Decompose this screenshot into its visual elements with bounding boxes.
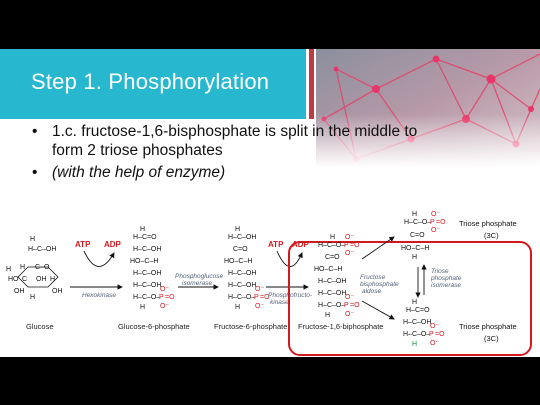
svg-text:P: P (430, 219, 435, 226)
svg-text:=O: =O (350, 302, 360, 309)
svg-text:H–C–OH: H–C–OH (228, 282, 257, 289)
triose-phosphate-lower-carbons: (3C) (484, 334, 499, 343)
svg-text:H: H (412, 254, 418, 261)
svg-text:O⁻: O⁻ (255, 303, 265, 310)
svg-text:P: P (159, 294, 164, 301)
glucose-6-phosphate-structure (130, 226, 175, 311)
svg-text:H–C–OH: H–C–OH (318, 278, 347, 285)
svg-text:H–C=O: H–C=O (133, 234, 157, 241)
svg-text:H–C–OH: H–C–OH (133, 270, 162, 277)
fructose-1-6-biphosphate-structure (314, 234, 360, 319)
svg-text:O⁻: O⁻ (160, 286, 170, 293)
svg-text:H: H (30, 294, 36, 301)
svg-text:C–O: C–O (35, 264, 50, 271)
svg-text:H–C–OH: H–C–OH (133, 246, 162, 253)
bullet-marker: • (32, 123, 38, 140)
svg-text:HO: HO (8, 276, 19, 283)
svg-text:HO–C–H: HO–C–H (130, 258, 159, 265)
svg-text:H–C–O–: H–C–O– (403, 331, 431, 338)
aldolase-label-line2: bisphosphate (360, 281, 399, 288)
split-arrow-upper (362, 237, 394, 259)
aldolase-label-line3: aldose (362, 288, 382, 295)
svg-text:H: H (20, 264, 26, 271)
svg-text:=O: =O (435, 331, 445, 338)
svg-text:H–C–O–: H–C–O– (318, 302, 346, 309)
pfk-label-line1: Phosphofructo- (268, 292, 313, 299)
slide-canvas (0, 49, 540, 357)
svg-text:H: H (140, 304, 146, 311)
svg-text:=O: =O (350, 242, 360, 249)
svg-text:H: H (6, 266, 12, 273)
svg-text:HO–C–H: HO–C–H (401, 245, 430, 252)
svg-text:H–C=O: H–C=O (406, 307, 430, 314)
svg-text:OH: OH (52, 288, 63, 295)
svg-text:O⁻: O⁻ (430, 340, 440, 347)
adp-label: ADP (292, 240, 309, 249)
svg-text:HO–C–H: HO–C–H (224, 258, 253, 265)
svg-text:O⁻: O⁻ (345, 294, 355, 301)
isomerase-label-line2: isomerase (182, 280, 212, 287)
svg-text:H: H (235, 226, 241, 233)
svg-text:P: P (254, 294, 259, 301)
svg-text:C: C (22, 276, 28, 283)
glucose-6-phosphate-label: Glucose-6-phosphate (118, 322, 190, 331)
triose-phosphate-lower-label: Triose phosphate (459, 322, 517, 331)
svg-text:HO–C–H: HO–C–H (314, 266, 343, 273)
isomerase-label-line1: Phosphoglucose (175, 273, 224, 280)
tpi-label-line1: Triose (431, 268, 449, 275)
glucose-label: Glucose (26, 322, 54, 331)
svg-text:O⁻: O⁻ (345, 250, 355, 257)
hexokinase-label: Hexokinase (82, 292, 116, 299)
svg-text:O⁻: O⁻ (345, 311, 355, 318)
svg-text:H: H (325, 312, 331, 319)
svg-text:C=O: C=O (233, 246, 248, 253)
triose-phosphate-upper-label: Triose phosphate (459, 219, 517, 228)
svg-text:H–C–O–: H–C–O– (133, 294, 161, 301)
svg-text:H–C–OH: H–C–OH (28, 246, 57, 253)
svg-text:H–C–OH: H–C–OH (228, 270, 257, 277)
svg-text:H: H (412, 211, 418, 218)
glyceraldehyde-3-phosphate-structure (403, 299, 445, 348)
adp-label: ADP (104, 240, 121, 249)
svg-text:H–C–O–: H–C–O– (404, 219, 432, 226)
bullet-text: (with the help of enzyme) (52, 164, 226, 181)
atp-consumption-arrow (84, 251, 114, 267)
svg-text:H–C–O–: H–C–O– (318, 242, 346, 249)
tpi-label-line3: isomerase (431, 282, 461, 289)
svg-text:H: H (412, 299, 418, 306)
svg-text:=O: =O (165, 294, 175, 301)
svg-text:H–C–OH: H–C–OH (403, 319, 432, 326)
svg-text:O⁻: O⁻ (431, 211, 441, 218)
svg-text:=O: =O (436, 219, 446, 226)
svg-text:O⁻: O⁻ (255, 286, 265, 293)
glycolysis-diagram (0, 189, 540, 357)
atp-label: ATP (268, 240, 284, 249)
svg-text:OH: OH (14, 288, 25, 295)
title-bar (0, 49, 306, 119)
svg-text:H–C–O–: H–C–O– (228, 294, 256, 301)
title-accent-bar (309, 49, 314, 119)
bullet-text: 1.c. fructose-1,6-bisphosphate is split in the middle to form 2 triose phosphates (52, 123, 418, 159)
svg-text:H–C–OH: H–C–OH (133, 282, 162, 289)
svg-text:H: H (50, 276, 56, 283)
fructose-6-phosphate-structure (224, 226, 270, 311)
slide-title: Step 1. Phosphorylation (31, 69, 270, 94)
dihydroxyacetone-phosphate-structure (401, 211, 446, 261)
svg-text:O⁻: O⁻ (430, 323, 440, 330)
svg-text:O⁻: O⁻ (345, 234, 355, 241)
svg-text:P: P (429, 331, 434, 338)
atp-label: ATP (75, 240, 91, 249)
bullet-marker: • (32, 164, 38, 181)
svg-text:H–C–OH: H–C–OH (318, 290, 347, 297)
svg-text:P: P (344, 302, 349, 309)
bullet-list (30, 122, 450, 185)
svg-text:H: H (412, 341, 418, 348)
svg-text:P: P (344, 242, 349, 249)
svg-text:H: H (235, 304, 241, 311)
svg-text:O⁻: O⁻ (160, 303, 170, 310)
svg-text:H: H (30, 236, 36, 243)
svg-text:H: H (330, 234, 336, 241)
fructose-1-6-biphosphate-label: Fructose-1,6-biphosphate (298, 322, 384, 331)
svg-text:C=O: C=O (410, 232, 425, 239)
bullet-item (30, 163, 450, 182)
aldolase-label-line1: Fructose (360, 274, 386, 281)
bullet-item (30, 122, 450, 160)
svg-text:H: H (140, 226, 146, 233)
svg-text:O⁻: O⁻ (431, 227, 441, 234)
glucose-structure (6, 236, 63, 301)
svg-text:H–C–OH: H–C–OH (228, 234, 257, 241)
svg-text:=O: =O (260, 294, 270, 301)
triose-phosphate-upper-carbons: (3C) (484, 231, 499, 240)
fructose-6-phosphate-label: Fructose-6-phosphate (214, 322, 288, 331)
tpi-label-line2: phosphate (431, 275, 462, 282)
svg-text:C=O: C=O (325, 254, 340, 261)
pfk-label-line2: kinase (270, 299, 289, 306)
split-arrow-lower (362, 301, 394, 319)
svg-text:OH: OH (36, 276, 47, 283)
